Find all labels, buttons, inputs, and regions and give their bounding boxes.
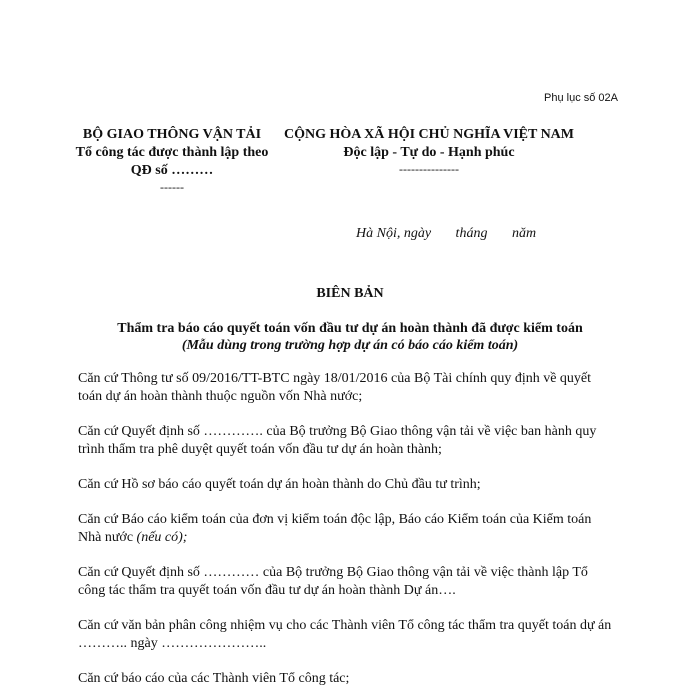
ministry-name: BỘ GIAO THÔNG VẬN TẢI — [82, 127, 262, 142]
subtitle-note: (Mẫu dùng trong trường hợp dự án có báo cáo kiểm toán) — [181, 338, 519, 353]
paragraph-legal-basis-5: Căn cứ Quyết định số ………… của Bộ trưởng Bộ Giao thông vận tải về việc thành lập Tổ công tác thẩm tra quyết toán vốn đầu tư dự án hoàn thành Dự án…. — [78, 565, 588, 598]
paragraph-4-note: (nếu có); — [136, 530, 188, 545]
paragraph-4-text: Căn cứ Báo cáo kiểm toán của đơn vị kiểm toán độc lập, Báo cáo Kiểm toán của Kiểm toán Nhà nước — [78, 512, 592, 545]
paragraph-legal-basis-6: Căn cứ văn bản phân công nhiệm vụ cho các Thành viên Tổ công tác thẩm tra quyết toán dự án ……….. ngày ………………….. — [78, 618, 612, 651]
place-date-line: Hà Nội, ngày tháng năm — [356, 226, 537, 241]
national-title-block — [264, 126, 594, 176]
issuing-agency-block — [72, 126, 272, 194]
appendix-label: Phụ lục số 02A — [544, 92, 618, 104]
left-divider: ------ — [160, 180, 184, 194]
document-body — [78, 370, 618, 688]
national-motto: Độc lập - Tự do - Hạnh phúc — [343, 145, 515, 160]
paragraph-legal-basis-4 — [78, 511, 618, 547]
paragraph-legal-basis-2: Căn cứ Quyết định số …………. của Bộ trưởng Bộ Giao thông vận tải về việc ban hành quy trình thẩm tra phê duyệt quyết toán vốn đầu tư dự án hoàn thành; — [78, 424, 597, 457]
document-subtitle — [0, 320, 700, 354]
paragraph-legal-basis-7: Căn cứ báo cáo của các Thành viên Tổ công tác; — [78, 671, 350, 686]
document-title: BIÊN BẢN — [316, 286, 384, 301]
paragraph-legal-basis-1: Căn cứ Thông tư số 09/2016/TT-BTC ngày 18/01/2016 của Bộ Tài chính quy định về quyết toán dự án hoàn thành thuộc nguồn vốn Nhà nước; — [78, 371, 592, 404]
subtitle-main: Thẩm tra báo cáo quyết toán vốn đầu tư dự án hoàn thành đã được kiểm toán — [117, 321, 583, 336]
paragraph-legal-basis-3: Căn cứ Hồ sơ báo cáo quyết toán dự án hoàn thành do Chủ đầu tư trình; — [78, 477, 481, 492]
country-name: CỘNG HÒA XÃ HỘI CHỦ NGHĨA VIỆT NAM — [283, 127, 574, 142]
right-divider: --------------- — [399, 162, 459, 176]
working-group-name: Tổ công tác được thành lập theo QĐ số ……… — [75, 145, 269, 178]
